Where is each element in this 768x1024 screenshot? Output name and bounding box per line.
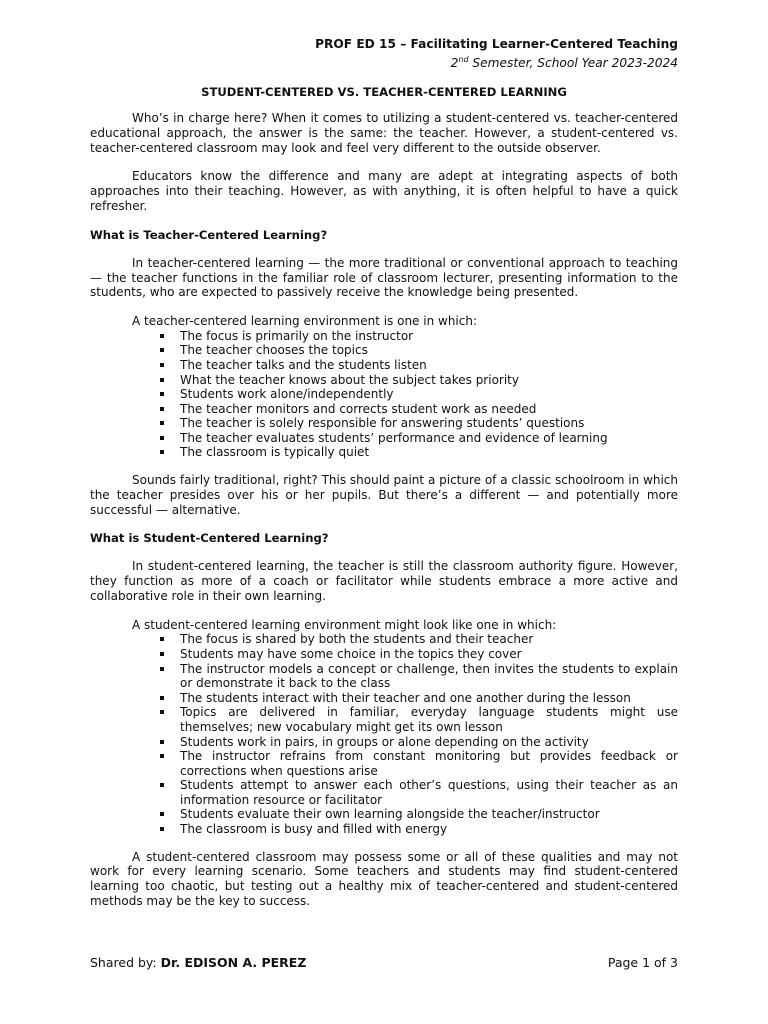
shared-by: [90, 955, 306, 971]
list-item-text: The classroom is typically quiet: [180, 445, 370, 460]
list-item-text: The teacher chooses the topics: [180, 343, 368, 358]
list-item-text: The teacher evaluates students’ performance and evidence of learning: [180, 430, 608, 445]
list-item: [90, 632, 678, 647]
teacher-paragraph: In teacher-centered learning — the more traditional or conventional approach to teaching — the teacher functions in the familiar role of classroom lecturer, presenting information to the students, who are expected to passively receive the knowledge being presented.: [90, 255, 678, 300]
student-list-intro: A student-centered learning environment might look like one in which:: [132, 617, 557, 632]
bullet-icon: [160, 363, 164, 367]
section-heading-student: What is Student-Centered Learning?: [90, 531, 329, 546]
bullet-icon: [160, 710, 164, 714]
teacher-list: [90, 329, 678, 460]
list-item: [90, 647, 678, 662]
bullet-icon: [160, 392, 164, 396]
list-item-text: The instructor refrains from constant monitoring but provides feedback or corrections when questions arise: [180, 749, 678, 778]
section-heading-teacher: What is Teacher-Centered Learning?: [90, 227, 328, 242]
list-item: [90, 402, 678, 417]
course-title: PROF ED 15 – Facilitating Learner-Centered Teaching: [315, 37, 678, 51]
list-item-text: The classroom is busy and filled with energy: [180, 822, 448, 837]
intro-paragraph: Who’s in charge here? When it comes to utilizing a student-centered vs. teacher-centered educational approach, the answer is the same: the teacher. However, a student-centered vs. teacher-centered classroom may look and feel very different to the outside observer.: [90, 111, 678, 155]
bullet-icon: [160, 812, 164, 816]
bullet-icon: [160, 754, 164, 758]
list-item-text: The teacher is solely responsible for answering students’ questions: [180, 416, 585, 431]
list-item-text: The instructor models a concept or challenge, then invites the students to explain or demonstrate it back to the class: [180, 661, 678, 691]
list-item: [90, 705, 678, 734]
bullet-icon: [160, 696, 164, 700]
bullet-icon: [160, 436, 164, 440]
bullet-icon: [160, 667, 164, 671]
student-list: [90, 632, 678, 836]
list-item-text: The teacher talks and the students listen: [180, 357, 427, 372]
document-title: STUDENT-CENTERED VS. TEACHER-CENTERED LEARNING: [201, 85, 567, 100]
list-item-text: Students work alone/independently: [180, 387, 394, 402]
list-item-text: The focus is primarily on the instructor: [180, 328, 414, 343]
list-item: [90, 778, 678, 807]
bullet-icon: [160, 783, 164, 787]
bullet-icon: [160, 334, 164, 338]
list-item: [90, 749, 678, 778]
list-item: [90, 431, 678, 446]
teacher-closing-paragraph: Sounds fairly traditional, right? This should paint a picture of a classic schoolroom in which the teacher presides over his or her pupils. But there’s a different — and potentially more successful — alternative.: [90, 473, 678, 517]
document-page: [90, 36, 678, 923]
list-item: [90, 358, 678, 373]
semester-line: [90, 52, 678, 71]
author-name: Dr. EDISON A. PEREZ: [160, 955, 307, 970]
list-item-text: Students work in pairs, in groups or alone depending on the activity: [180, 734, 589, 749]
list-item: [90, 445, 678, 460]
list-item: [90, 416, 678, 431]
list-item: [90, 343, 678, 358]
teacher-list-intro: A teacher-centered learning environment is one in which:: [132, 314, 478, 329]
list-item: [90, 662, 678, 691]
list-item-text: Students attempt to answer each other’s questions, using their teacher as an information resource or facilitator: [180, 778, 678, 807]
list-item-text: The focus is shared by both the students and their teacher: [180, 632, 534, 647]
bullet-icon: [160, 450, 164, 454]
bullet-icon: [160, 652, 164, 656]
bullet-icon: [160, 827, 164, 831]
bullet-icon: [160, 740, 164, 744]
intro-paragraph: Educators know the difference and many are adept at integrating aspects of both approaches into their teaching. However, as with anything, it is often helpful to have a quick refresher.: [90, 169, 678, 214]
list-item: [90, 807, 678, 822]
list-item-text: What the teacher knows about the subject takes priority: [180, 372, 519, 387]
student-paragraph: In student-centered learning, the teacher is still the classroom authority figure. However, they function as more of a coach or facilitator while students embrace a more active and collaborative role in their own learning.: [90, 559, 678, 604]
list-item-text: The students interact with their teacher and one another during the lesson: [180, 690, 631, 705]
semester-text: Semester, School Year 2023-2024: [468, 56, 678, 71]
student-closing-paragraph: A student-centered classroom may possess some or all of these qualities and may not work for every learning scenario. Some teachers and students may find student-centered learning too chaotic, but testing out a healthy mix of teacher-centered and student-centered methods may be the key to success.: [90, 849, 678, 909]
bullet-icon: [160, 348, 164, 352]
list-item: [90, 387, 678, 402]
list-item: [90, 691, 678, 706]
list-item-text: Students evaluate their own learning alongside the teacher/instructor: [180, 807, 600, 822]
shared-by-label: Shared by:: [90, 955, 161, 970]
bullet-icon: [160, 378, 164, 382]
list-item-text: The teacher monitors and corrects student work as needed: [180, 401, 537, 416]
list-item: [90, 822, 678, 837]
document-header: [90, 36, 678, 71]
bullet-icon: [160, 637, 164, 641]
page-number: Page 1 of 3: [607, 955, 678, 970]
bullet-icon: [160, 421, 164, 425]
semester-suffix: nd: [458, 55, 469, 64]
bullet-icon: [160, 407, 164, 411]
list-item-text: Students may have some choice in the topics they cover: [180, 646, 522, 661]
list-item: [90, 735, 678, 750]
list-item-text: Topics are delivered in familiar, everyday language students might use themselves; new vocabulary might get its own lesson: [180, 705, 678, 734]
semester-number: 2: [450, 56, 459, 71]
list-item: [90, 329, 678, 344]
list-item: [90, 373, 678, 388]
